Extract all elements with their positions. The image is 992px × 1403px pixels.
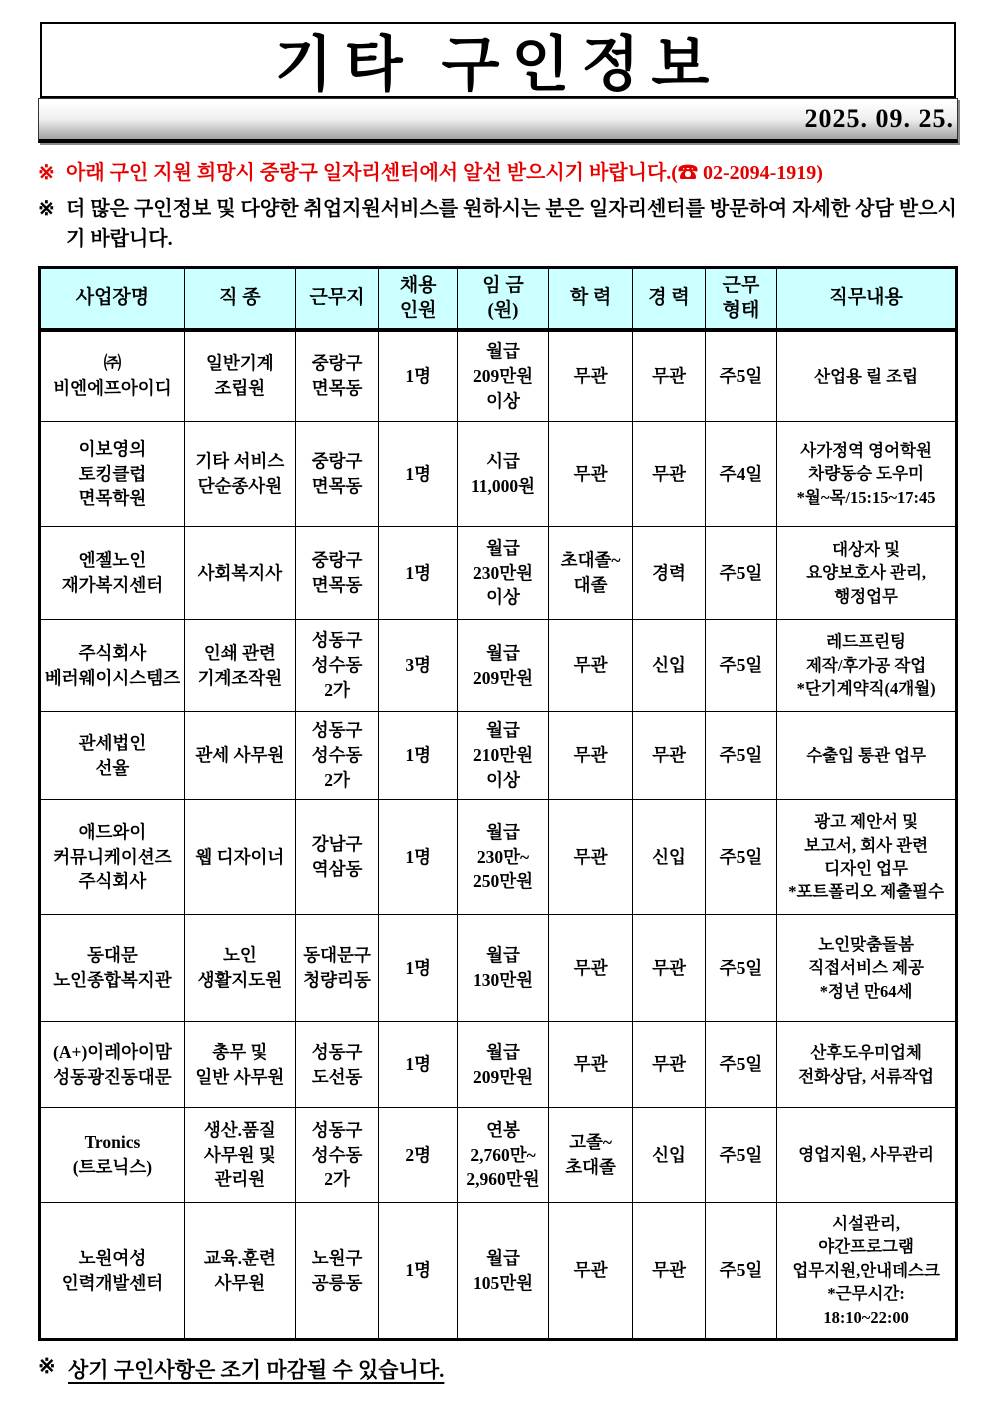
cell-row2-col3: 중랑구 면목동	[295, 422, 378, 527]
cell-row10-col9: 시설관리, 야간프로그램 업무지원,안내데스크 *근무시간: 18:10~22:00	[777, 1203, 957, 1340]
cell-row2-col9: 사가정역 영어학원 차량동승 도우미 *월~목/15:15~17:45	[777, 422, 957, 527]
table-header-row	[40, 268, 957, 330]
cell-row6-col2: 웹 디자이너	[184, 800, 295, 915]
cell-row3-col5: 월급 230만원 이상	[458, 527, 549, 620]
cell-row9-col5: 연봉 2,760만~ 2,960만원	[458, 1108, 549, 1203]
cell-row2-col7: 무관	[633, 422, 705, 527]
cell-row1-col5: 월급 209만원 이상	[458, 330, 549, 422]
cell-row4-col1: 주식회사 베러웨이시스템즈	[40, 620, 185, 712]
cell-row1-col2: 일반기계 조립원	[184, 330, 295, 422]
cell-row8-col8: 주5일	[705, 1022, 777, 1108]
cell-row2-col8: 주4일	[705, 422, 777, 527]
cell-row9-col3: 성동구 성수동 2가	[295, 1108, 378, 1203]
cell-row7-col8: 주5일	[705, 915, 777, 1022]
table-row	[40, 1022, 957, 1108]
cell-row2-col6: 무관	[548, 422, 632, 527]
cell-row5-col8: 주5일	[705, 712, 777, 800]
column-header-9: 직무내용	[777, 268, 957, 330]
column-header-6: 학 력	[548, 268, 632, 330]
cell-row6-col9: 광고 제안서 및 보고서, 회사 관련 디자인 업무 *포트폴리오 제출필수	[777, 800, 957, 915]
cell-row1-col9: 산업용 릴 조립	[777, 330, 957, 422]
cell-row7-col1: 동대문 노인종합복지관	[40, 915, 185, 1022]
cell-row6-col1: 애드와이 커뮤니케이션즈 주식회사	[40, 800, 185, 915]
cell-row8-col5: 월급 209만원	[458, 1022, 549, 1108]
column-header-2: 직 종	[184, 268, 295, 330]
footer-note	[38, 1354, 958, 1384]
cell-row5-col1: 관세법인 선율	[40, 712, 185, 800]
cell-row9-col6: 고졸~ 초대졸	[548, 1108, 632, 1203]
cell-row10-col3: 노원구 공릉동	[295, 1203, 378, 1340]
column-header-5: 임 금 (원)	[458, 268, 549, 330]
cell-row9-col4: 2명	[379, 1108, 458, 1203]
cell-row8-col2: 총무 및 일반 사무원	[184, 1022, 295, 1108]
table-row	[40, 1203, 957, 1340]
cell-row8-col4: 1명	[379, 1022, 458, 1108]
cell-row7-col9: 노인맞춤돌봄 직접서비스 제공 *정년 만64세	[777, 915, 957, 1022]
cell-row7-col2: 노인 생활지도원	[184, 915, 295, 1022]
cell-row8-col7: 무관	[633, 1022, 705, 1108]
cell-row6-col8: 주5일	[705, 800, 777, 915]
cell-row3-col7: 경력	[633, 527, 705, 620]
cell-row8-col6: 무관	[548, 1022, 632, 1108]
cell-row1-col6: 무관	[548, 330, 632, 422]
notice-text: 아래 구인 지원 희망시 중랑구 일자리센터에서 알선 받으시기 바랍니다.(☎ 02-2094-1919)	[66, 162, 823, 184]
cell-row10-col1: 노원여성 인력개발센터	[40, 1203, 185, 1340]
date-bar	[38, 98, 958, 143]
notice-marker: ※	[38, 198, 55, 220]
footer-text: 상기 구인사항은 조기 마감될 수 있습니다.	[68, 1358, 445, 1382]
cell-row10-col4: 1명	[379, 1203, 458, 1340]
column-header-3: 근무지	[295, 268, 378, 330]
notice-text: 더 많은 구인정보 및 다양한 취업지원서비스를 원하시는 분은 일자리센터를 방문하여 자세한 상담 받으시기 바랍니다.	[66, 198, 957, 250]
cell-row5-col3: 성동구 성수동 2가	[295, 712, 378, 800]
table-row	[40, 1108, 957, 1203]
cell-row4-col4: 3명	[379, 620, 458, 712]
table-row	[40, 712, 957, 800]
cell-row10-col8: 주5일	[705, 1203, 777, 1340]
page-title: 기타 구인정보	[274, 32, 722, 98]
table-row	[40, 620, 957, 712]
column-header-1: 사업장명	[40, 268, 185, 330]
cell-row6-col4: 1명	[379, 800, 458, 915]
table-row	[40, 915, 957, 1022]
column-header-8: 근무 형태	[705, 268, 777, 330]
cell-row3-col3: 중랑구 면목동	[295, 527, 378, 620]
cell-row1-col4: 1명	[379, 330, 458, 422]
cell-row7-col3: 동대문구 청량리동	[295, 915, 378, 1022]
cell-row4-col6: 무관	[548, 620, 632, 712]
cell-row10-col7: 무관	[633, 1203, 705, 1340]
cell-row5-col2: 관세 사무원	[184, 712, 295, 800]
column-header-4: 채용 인원	[379, 268, 458, 330]
cell-row10-col6: 무관	[548, 1203, 632, 1340]
cell-row3-col9: 대상자 및 요양보호사 관리, 행정업무	[777, 527, 957, 620]
cell-row3-col2: 사회복지사	[184, 527, 295, 620]
cell-row2-col1: 이보영의 토킹클럽 면목학원	[40, 422, 185, 527]
cell-row9-col1: Tronics (트로닉스)	[40, 1108, 185, 1203]
table-row	[40, 330, 957, 422]
cell-row3-col6: 초대졸~ 대졸	[548, 527, 632, 620]
document-date: 2025. 09. 25.	[804, 104, 954, 133]
cell-row1-col7: 무관	[633, 330, 705, 422]
cell-row8-col1: (A+)이레아이맘 성동광진동대문	[40, 1022, 185, 1108]
table-row	[40, 800, 957, 915]
cell-row4-col2: 인쇄 관련 기계조작원	[184, 620, 295, 712]
cell-row9-col9: 영업지원, 사무관리	[777, 1108, 957, 1203]
cell-row7-col4: 1명	[379, 915, 458, 1022]
cell-row4-col8: 주5일	[705, 620, 777, 712]
cell-row5-col7: 무관	[633, 712, 705, 800]
notice-list	[38, 158, 958, 254]
cell-row6-col7: 신입	[633, 800, 705, 915]
footer-marker: ※	[38, 1354, 56, 1378]
cell-row5-col6: 무관	[548, 712, 632, 800]
cell-row7-col5: 월급 130만원	[458, 915, 549, 1022]
cell-row4-col3: 성동구 성수동 2가	[295, 620, 378, 712]
cell-row5-col9: 수출입 통관 업무	[777, 712, 957, 800]
cell-row10-col5: 월급 105만원	[458, 1203, 549, 1340]
cell-row7-col7: 무관	[633, 915, 705, 1022]
document-title-box	[40, 22, 956, 98]
cell-row1-col3: 중랑구 면목동	[295, 330, 378, 422]
cell-row3-col4: 1명	[379, 527, 458, 620]
notice-line-2	[38, 194, 958, 254]
notice-line-1	[38, 158, 958, 188]
cell-row2-col2: 기타 서비스 단순종사원	[184, 422, 295, 527]
cell-row2-col5: 시급 11,000원	[458, 422, 549, 527]
cell-row4-col9: 레드프린팅 제작/후가공 작업 *단기계약직(4개월)	[777, 620, 957, 712]
cell-row8-col9: 산후도우미업체 전화상담, 서류작업	[777, 1022, 957, 1108]
cell-row9-col2: 생산.품질 사무원 및 관리원	[184, 1108, 295, 1203]
cell-row3-col8: 주5일	[705, 527, 777, 620]
cell-row8-col3: 성동구 도선동	[295, 1022, 378, 1108]
cell-row3-col1: 엔젤노인 재가복지센터	[40, 527, 185, 620]
table-row	[40, 527, 957, 620]
cell-row4-col7: 신입	[633, 620, 705, 712]
cell-row6-col6: 무관	[548, 800, 632, 915]
cell-row5-col5: 월급 210만원 이상	[458, 712, 549, 800]
cell-row2-col4: 1명	[379, 422, 458, 527]
notice-marker: ※	[38, 162, 55, 184]
cell-row10-col2: 교육.훈련 사무원	[184, 1203, 295, 1340]
cell-row6-col5: 월급 230만~ 250만원	[458, 800, 549, 915]
cell-row5-col4: 1명	[379, 712, 458, 800]
table-row	[40, 422, 957, 527]
cell-row7-col6: 무관	[548, 915, 632, 1022]
cell-row6-col3: 강남구 역삼동	[295, 800, 378, 915]
job-listings-table	[38, 266, 958, 1341]
cell-row9-col8: 주5일	[705, 1108, 777, 1203]
cell-row1-col8: 주5일	[705, 330, 777, 422]
cell-row1-col1: ㈜ 비엔에프아이디	[40, 330, 185, 422]
cell-row9-col7: 신입	[633, 1108, 705, 1203]
column-header-7: 경 력	[633, 268, 705, 330]
cell-row4-col5: 월급 209만원	[458, 620, 549, 712]
